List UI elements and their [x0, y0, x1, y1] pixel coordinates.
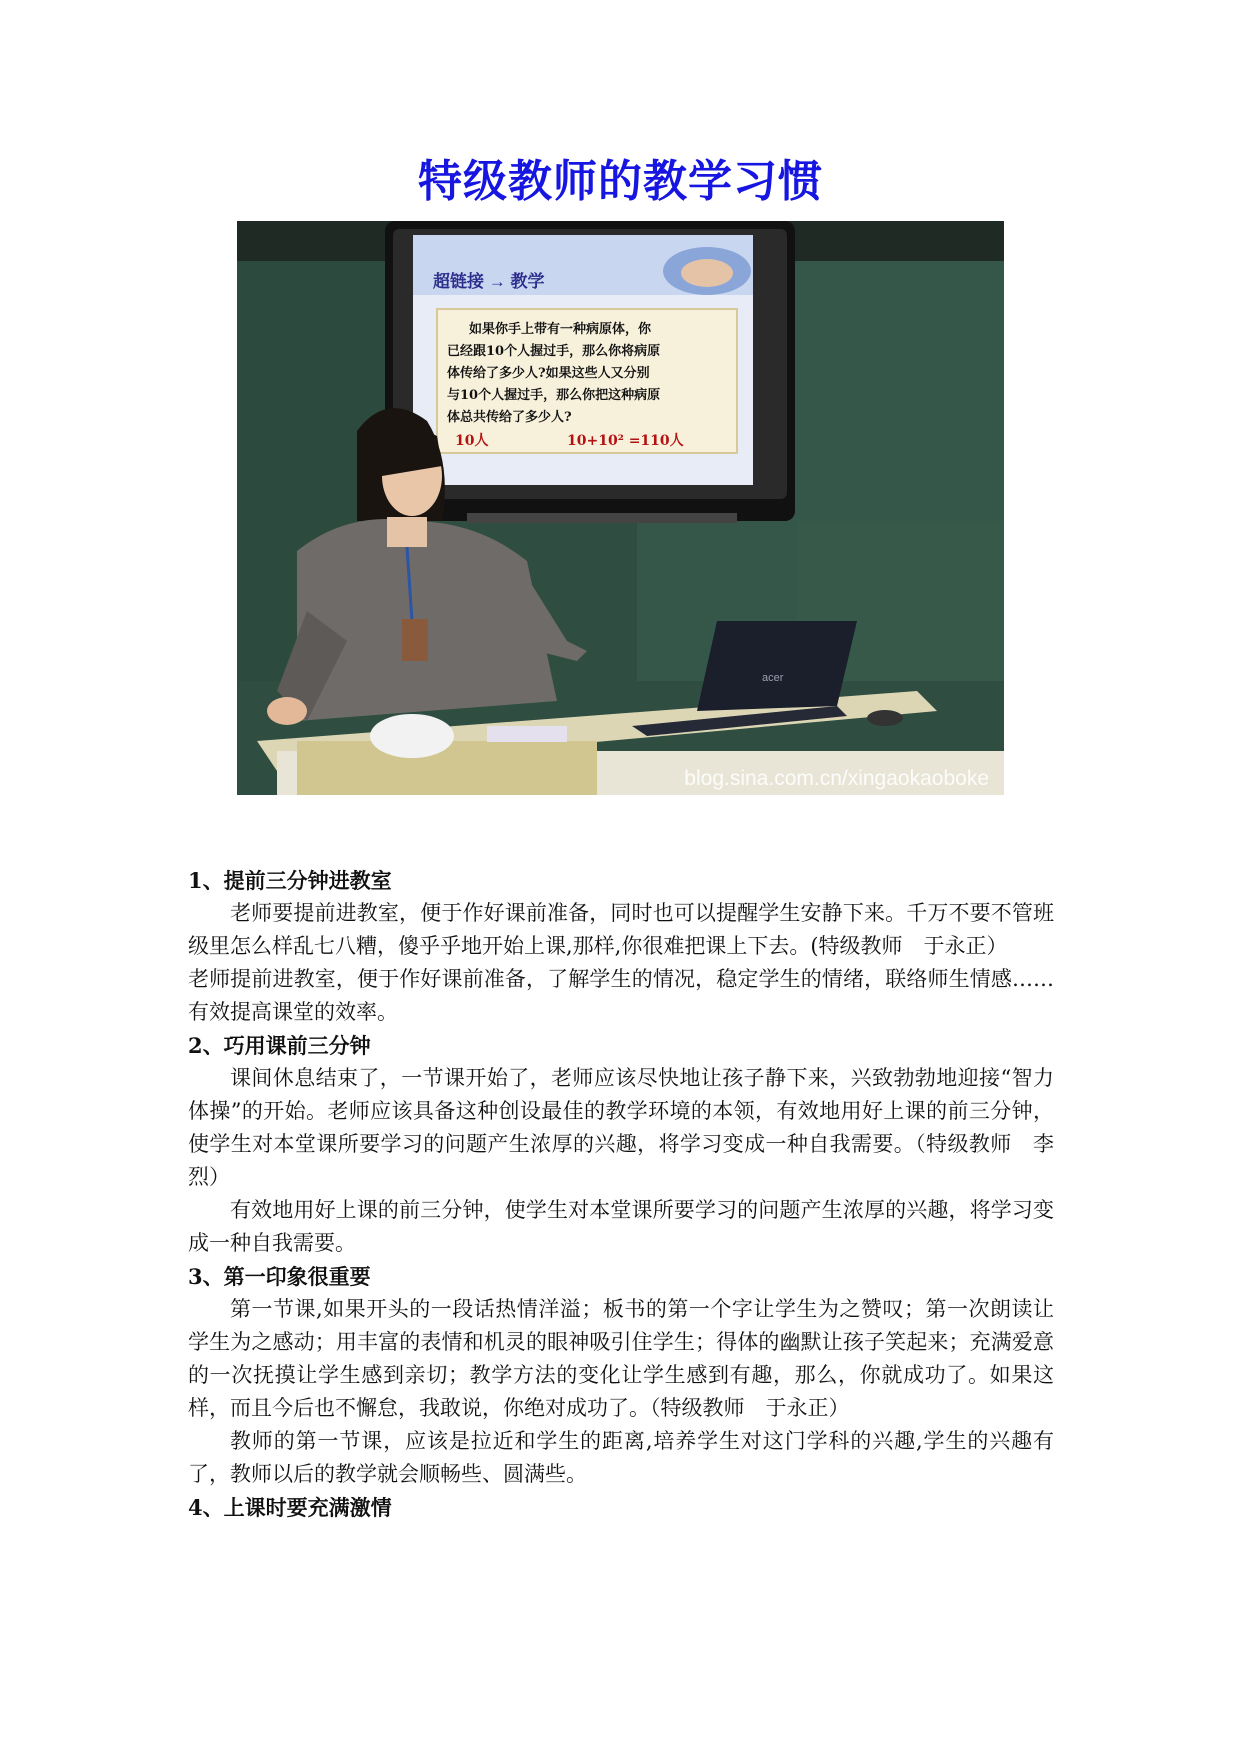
slide-line: 与10个人握过手，那么你把这种病原 — [447, 388, 661, 403]
slide-line: 体总共传给了多少人? — [447, 410, 572, 425]
classroom-photo — [237, 221, 1004, 795]
article-body — [188, 864, 1054, 1524]
paragraph: 第一节课,如果开头的一段话热情洋溢；板书的第一个字让学生为之赞叹；第一次朗读让学生为之感动；用丰富的表情和机灵的眼神吸引住学生；得体的幽默让孩子笑起来；充满爱意的一次抚摸让学生感到亲切；教学方法的变化让学生感到有趣，那么，你就成功了。如果这样，而且今后也不懈怠，我敢说，你绝对成功了。（特级教师 于永正） — [188, 1297, 1054, 1420]
slide-answer-right: 10+10² =110人 — [567, 433, 684, 449]
laptop-brand: acer — [762, 672, 784, 684]
paragraph: 老师提前进教室，便于作好课前准备，了解学生的情况，稳定学生的情绪，联络师生情感……有效提高课堂的效率。 — [188, 967, 1054, 1024]
classroom-illustration — [237, 221, 1004, 795]
section-heading: 3、第一印象很重要 — [188, 1264, 371, 1289]
slide-line: 如果你手上带有一种病原体，你 — [469, 322, 652, 337]
page-title: 特级教师的教学习惯 — [418, 156, 823, 207]
paragraph: 教师的第一节课，应该是拉近和学生的距离,培养学生对这门学科的兴趣,学生的兴趣有了，教师以后的教学就会顺畅些、圆满些。 — [188, 1429, 1054, 1486]
section-heading: 2、巧用课前三分钟 — [188, 1033, 371, 1058]
slide-line: 体传给了多少人?如果这些人又分别 — [447, 366, 650, 381]
plastic-bag — [370, 714, 454, 758]
paragraph: 老师要提前进教室，便于作好课前准备，同时也可以提醒学生安静下来。千万不要不管班级里怎么样乱七八糟，傻乎乎地开始上课,那样,你很难把课上下去。(特级教师 于永正） — [188, 901, 1054, 958]
slide-line: 已经跟10个人握过手，那么你将病原 — [447, 344, 661, 359]
paragraph: 课间休息结束了，一节课开始了，老师应该尽快地让孩子静下来，兴致勃勃地迎接“智力体操”的开始。老师应该具备这种创设最佳的教学环境的本领，有效地用好上课的前三分钟，使学生对本堂课所要学习的问题产生浓厚的兴趣，将学习变成一种自我需要。（特级教师 李烈） — [188, 1066, 1054, 1189]
mouse — [867, 710, 903, 726]
section-heading: 4、上课时要充满激情 — [188, 1495, 392, 1520]
section-heading: 1、提前三分钟进教室 — [188, 868, 392, 893]
slide-heading: 超链接 → 教学 — [433, 272, 545, 291]
slide-answer-left: 10人 — [455, 433, 489, 449]
paragraph: 有效地用好上课的前三分钟，使学生对本堂课所要学习的问题产生浓厚的兴趣，将学习变成一种自我需要。 — [188, 1198, 1054, 1255]
watermark: blog.sina.com.cn/xingaokaoboke — [684, 767, 989, 790]
